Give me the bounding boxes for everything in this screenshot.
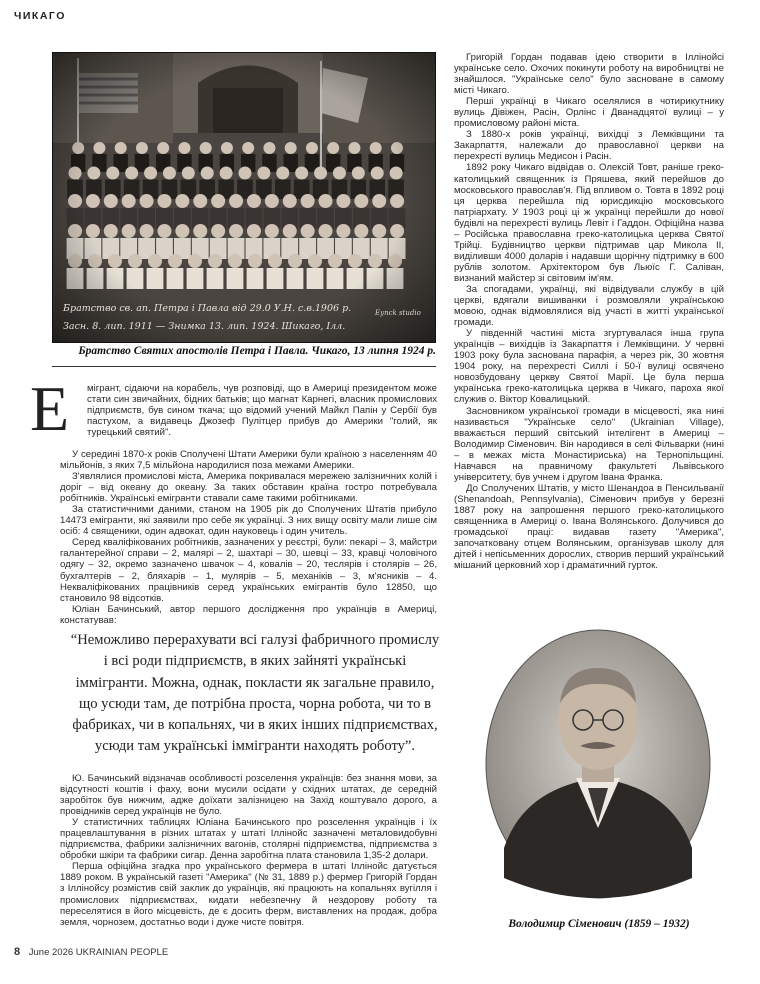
paragraph: За статистичними даними, станом на 1905 рік до Сполучених Штатів прибуло 14473 емігранти, які заявили про себе як українці. З них вищу освіту мали лише сім осіб: 4 священики, один адвокат, один науковець і один учитель. <box>60 504 437 538</box>
group-photo <box>52 52 436 343</box>
paragraph: Перша офіційна згадка про українського фермера в штаті Іллінойс датується 1889 роком. В українській газеті "Америка" (№ 31, 1889 р.) фермер Григорій Гордан з Іллінойсу розмістив свій заклик до українців, які працюють на копальнях вугілля і промислових підприємствах, кидати небезпечну й нездорову роботу та переселятися в його місцевість, де є досить ферм, виставлених на продаж, добра земля, чорнозем, достатньо води і дуже чисте повітря. <box>60 861 437 928</box>
paragraph: Ю. Бачинський відзначав особливості розселення українців: без знання мови, за відсутності коштів і фаху, вони мусили осідати у східних штатах, де середній заробіток був нижчим, адже доїхати залізницею на Захід коштувало дорого, а провідників серед українців не було. <box>60 773 437 818</box>
right-column <box>454 52 724 571</box>
paragraph: У середині 1870-х років Сполучені Штати Америки були країною з населенням 40 мільйонів, з яких 7,5 мільйона народилися поза межами Америки. <box>60 449 437 472</box>
drop-cap: Е <box>30 373 70 444</box>
paragraph: Серед кваліфікованих робітників, зазначених у реєстрі, були: пекарі – 3, майстри галантерейної справи – 2, малярі – 2, шахтарі – 30, шевці – 33, кравці чоловічого одягу – 32, окремо зазначено швачок – 4, ковалів – 20, теслярів і столярів – 26, бухгалтерів – 2, бляхарів – 1, мулярів – 5, механіків – 3, м'ясників – 4. Некваліфікованих працівників серед українських емігрантів було 12850, що становило 98 відсотків. <box>60 537 437 604</box>
pull-quote: “Неможливо перерахувати всі галузі фабричного промислу і всі роди підприємств, в яких зайняті українські іммігранти. Можна, однак, покласти як загальне правило, що усюди там, де потрібна проста, чорна робота, чи то в фабриках, чи в копальнях, чи в яких інших підприємствах, усюди там українські іммігранти находять роботу”. <box>70 632 440 755</box>
photo-inscription-line2: Засн. 8. лип. 1911 — Знимка 13. лип. 1924. Шикаго, Ілл. <box>63 321 346 332</box>
paragraph: Перші українці в Чикаго оселялися в чотирикутнику вулиць Дівіжен, Расін, Орлінс і Дванадцятої вулиці – у промисловому районі міста. <box>454 96 724 130</box>
portrait-caption: Володимир Сіменович (1859 – 1932) <box>508 918 690 930</box>
left-column-top <box>60 449 437 626</box>
caption-divider <box>52 366 436 367</box>
paragraph: Григорій Гордан подавав ідею створити в Іллінойсі українське село. Охочих покинути роботу на виробництві не знайшлося. "Українське село" було засноване в самому місті Чикаго. <box>454 52 724 97</box>
paragraph: За спогадами, українці, які відвідували службу в цій церкві, вдягали вишиванки і розмовляли українською мовою, однак відмовлялися від участі в житті української громади. <box>454 283 724 329</box>
paragraph: З'являлися промислові міста, Америка покривалася мережею залізничних колій і доріг – від океану до океану. За таких обставин країна гостро потребувала робітників. Українські емігранти ставали саме такими робітниками. <box>60 471 437 505</box>
issue-date: June 2026 <box>28 947 74 958</box>
page-number: 8 <box>14 946 21 958</box>
magazine-name: UKRAINIAN PEOPLE <box>75 947 169 958</box>
page-footer <box>14 946 168 958</box>
paragraph: У статистичних таблицях Юліана Бачинського про розселення українців і їх працевлаштування в різних штатах у штаті Іллінойс зазначені металовидобувні підприємства, фабрики залізничних вагонів, столярні підприємства, підприємства з обробки шкіри та фабрики сигар. Денна заробітна плата становила 1,35-2 долари. <box>60 817 437 862</box>
portrait-photo <box>484 628 712 900</box>
left-column-bottom <box>60 773 437 928</box>
paragraph: 1892 року Чикаго відвідав о. Олексій Товт, раніше греко-католицький священник із Пряшева, який перейшов до московського православ'я. Під впливом о. Товта в 1892 році ця церква перейшла під юрисдикцію московського патріархату. У 1903 році ці ж українці перейшли до нової будівлі на перехресті вулиць Левіт і Гаддон. Офіційна назва – Російська православна греко-католицька церква Святої Трійці. Будівництво церкви підтримав цар Микола ІІ, виділивши 4000 доларів і надавши щорічну підтримку в 600 рублів золотом. Архітектором був Льюїс Г. Саліван, визнаний майстер зі світовим ім'ям. <box>454 162 724 284</box>
intro-paragraph <box>87 383 437 438</box>
paragraph: До Сполучених Штатів, у місто Шенандоа в Пенсильванії (Shenandoah, Pennsylvania), Сіменович прибув у березні 1887 року на запрошення першого греко-католицького священника в Америці о. Івана Волянського. Долучився до громадської праці: видавав газету "Америка", започатковану отцем Волянським, організував школу для дітей і непісьменних дорослих, створив перший український мішаний церковний хор і драматичний гурток. <box>454 482 724 572</box>
paragraph: Юліан Бачинський, автор першого дослідження про українців в Америці, констатував: <box>60 603 437 626</box>
intro-text: мігрант, сідаючи на корабель, чув розповіді, що в Америці президентом може стати син звичайних, бідних батьків; що магнат Карнегі, власник промислових підприємств, був сином ткача; що відомий учений Майкл Папін у Сербії був пастухом, а видавець Джозеф Пулітцер прибув до Америки "голий, як турецький святий". <box>87 383 437 439</box>
photo-studio-mark: Eynck studio <box>375 309 421 317</box>
section-label: ЧИКАГО <box>14 10 66 22</box>
paragraph: З 1880-х років українці, вихідці з Лемківщини та Закарпаття, належали до православної церкви на перехресті вулиць Медисон і Расін. <box>454 129 724 163</box>
paragraph: У південній частині міста згуртувалася інша група українців – вихідців із Закарпаття і Лемківщини. У червні 1903 року була заснована парафія, а через рік, 30 жовтня 1904 року, на перехресті Силлі і 50-ї вулиці освячено новозбудовану церкву Святої Марії. Це була перша українська греко-католицька церква в Чикаго, пароха якої служив о. Віктор Ковалицький. <box>454 328 724 406</box>
paragraph: Засновником української громади в місцевості, яка нині називається "Українське село" (Ukrainian Village), вважається перший світський інтелігент в Америці – Володимир Сіменович. Він народився в селі Фільварки (нині – в межах міста Монастириська) на Тернопільщині. Навчався на правничому факультеті Львівського університету, був учнем і другом Івана Франка. <box>454 405 724 483</box>
photo-inscription-line1: Братство св. ап. Петра і Павла від 29.0 У.Н. с.в.1906 р. <box>63 303 352 314</box>
group-photo-caption: Братство Святих апостолів Петра і Павла. Чикаго, 13 липня 1924 р. <box>78 345 436 357</box>
